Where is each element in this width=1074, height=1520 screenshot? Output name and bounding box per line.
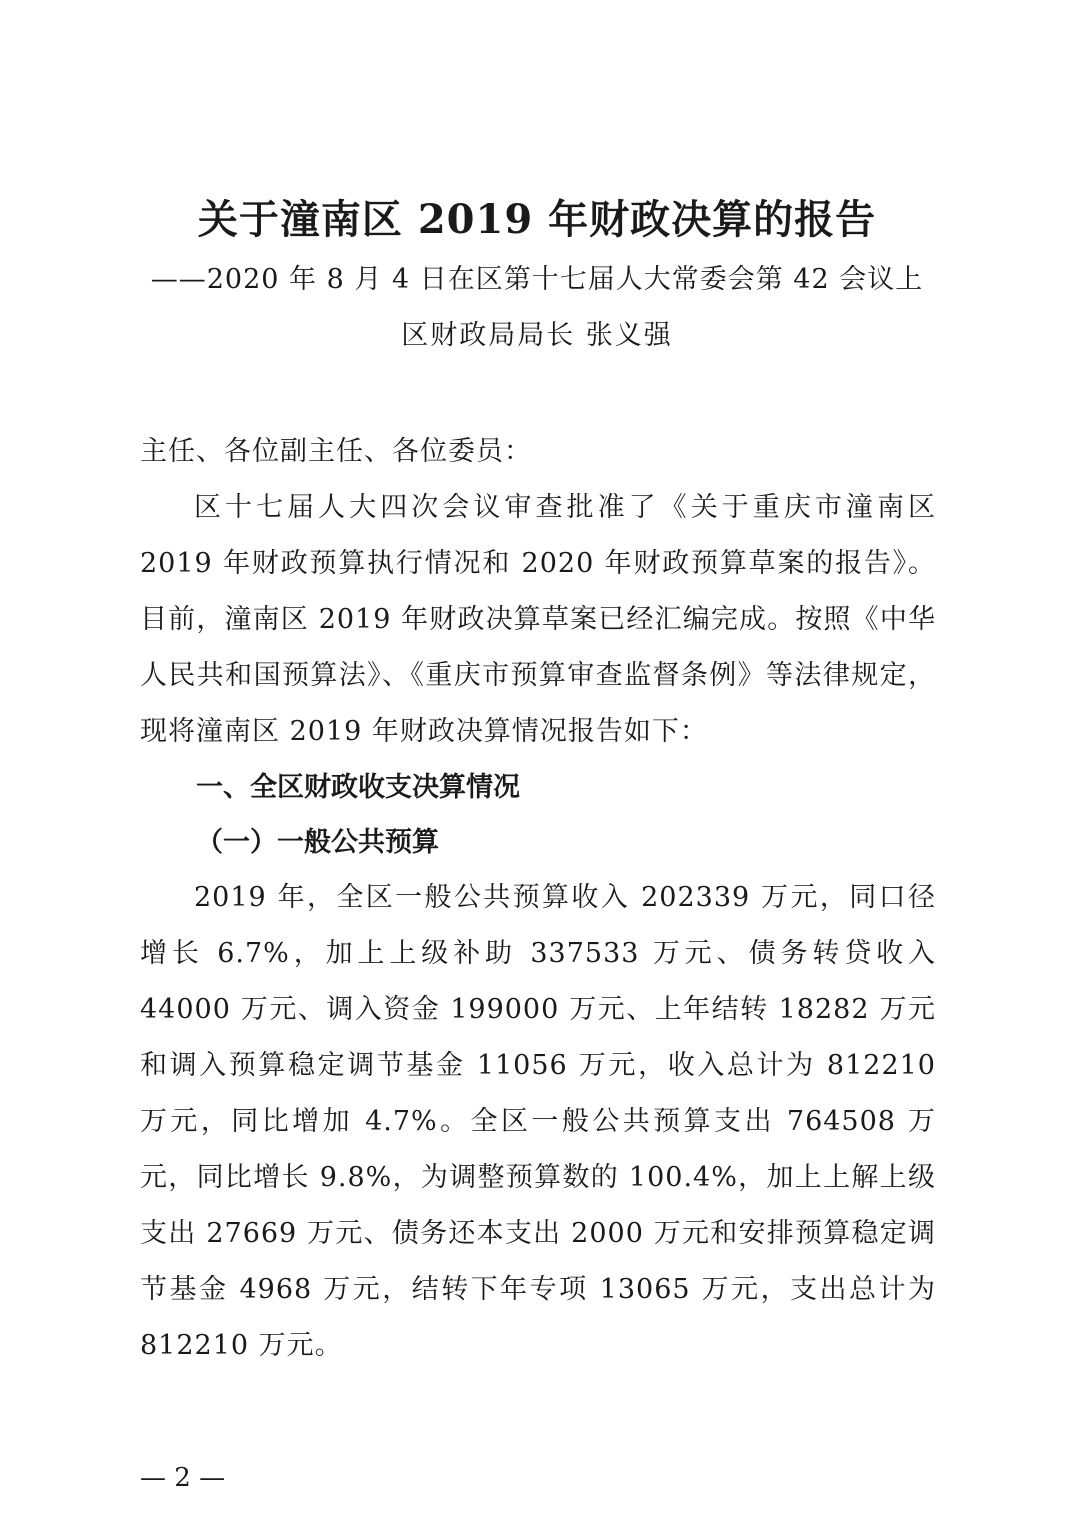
budget-paragraph: 2019 年，全区一般公共预算收入 202339 万元，同口径增长 6.7%，加上上级补助 337533 万元、债务转贷收入 44000 万元、调入资金 199000 万元、上年结转 18282 万元和调入预算稳定调节基金 11056 万元，收入总计为 812210 万元，同比增加 4.7%。全区一般公共预算支出 764508 万元，同比增长 9.8%，为调整预算数的 100.4%，加上上解上级支出 27669 万元、债务还本支出 2000 万元和安排预算稳定调节基金 4968 万元，结转下年专项 13065 万元，支出总计为 812210 万元。 — [140, 882, 936, 1361]
intro-paragraph: 区十七届人大四次会议审查批准了《关于重庆市潼南区 2019 年财政预算执行情况和 2020 年财政预算草案的报告》。目前，潼南区 2019 年财政决算草案已经汇编完成。按照《中华人民共和国预算法》、《重庆市预算审查监督条例》等法律规定，现将潼南区 2019 年财政决算情况报告如下： — [140, 492, 936, 747]
report-subtitle: ——2020 年 8 月 4 日在区第十七届人大常委会第 42 会议上 — [150, 264, 924, 295]
section-heading: 一、全区财政收支决算情况 — [196, 772, 520, 803]
page-number: — 2 — — [140, 1463, 226, 1493]
report-title: 关于潼南区 2019 年财政决算的报告 — [197, 196, 877, 243]
salutation: 主任、各位副主任、各位委员： — [140, 436, 532, 467]
subsection-heading: （一）一般公共预算 — [196, 827, 439, 858]
report-author: 区财政局局长 张义强 — [401, 320, 673, 351]
